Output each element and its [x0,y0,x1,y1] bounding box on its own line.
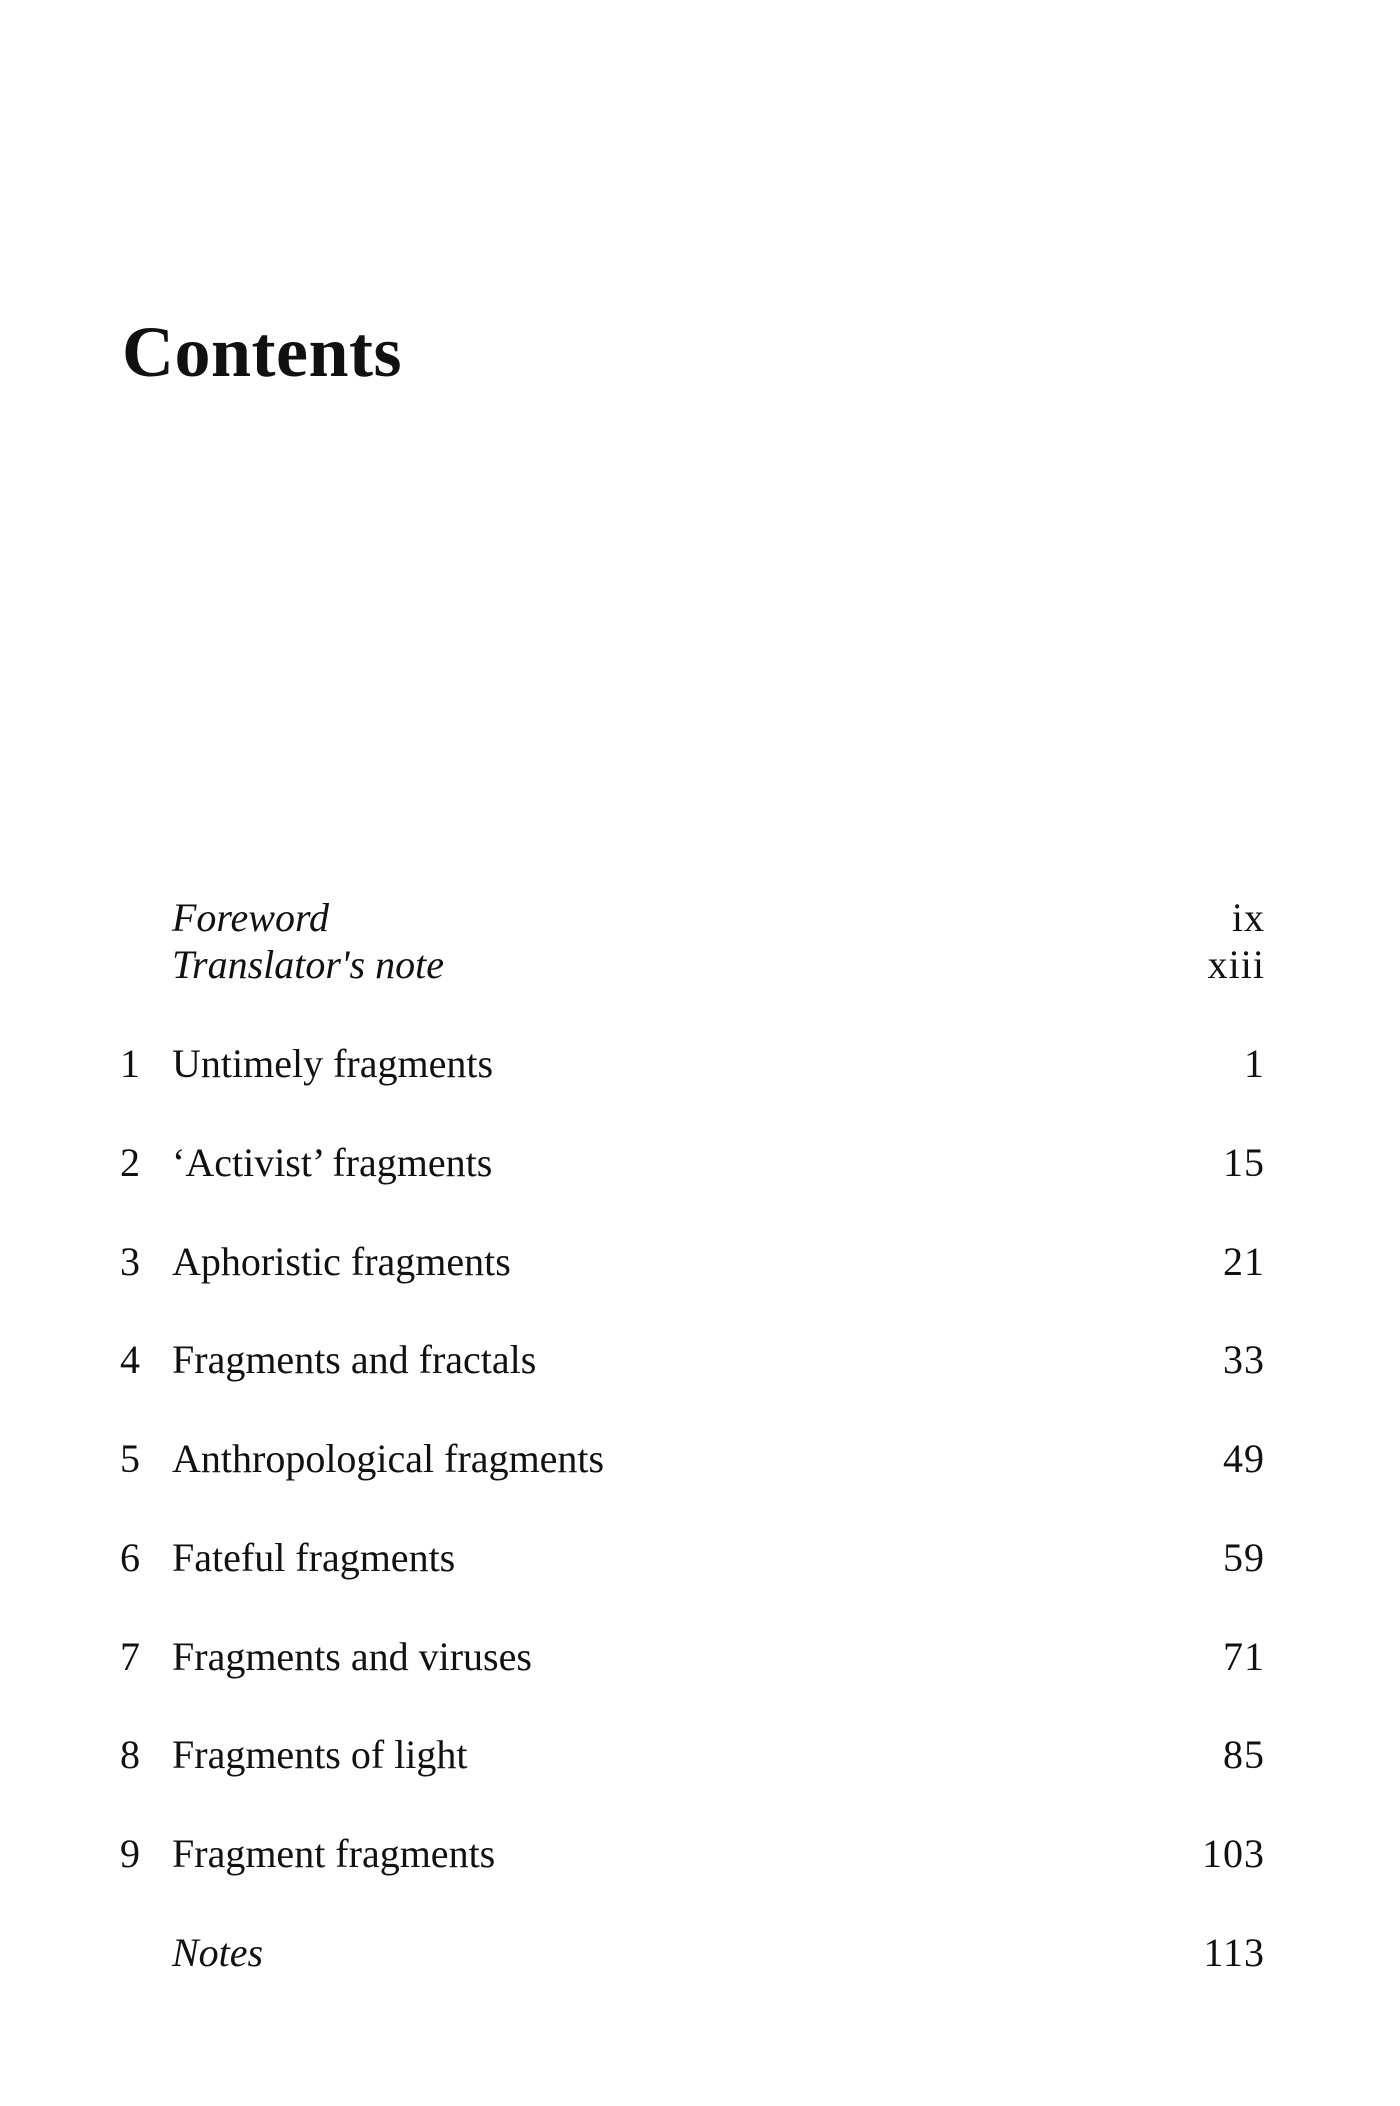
toc-entry-label: Notes [172,1930,264,1975]
toc-entry-page: 49 [1223,1436,1265,1481]
chapter-number: 4 [120,1337,140,1382]
chapter-title: Fragments and fractals [172,1337,537,1382]
toc-entry-page: 103 [1202,1831,1265,1876]
toc-entry-page: 1 [1244,1041,1265,1086]
toc-entry-chapter-2 [120,1133,1265,1193]
toc-entry-page: 59 [1223,1535,1265,1580]
chapter-title: Fateful fragments [172,1535,456,1580]
toc-entry-chapter-4 [120,1330,1265,1390]
chapter-title: Fragments and viruses [172,1634,532,1679]
toc-entry-page: 21 [1223,1239,1265,1284]
toc-entry-chapter-8 [120,1725,1265,1785]
chapter-title: Anthropological fragments [172,1436,605,1481]
toc-entry-chapter-7 [120,1627,1265,1687]
chapter-number: 5 [120,1436,140,1481]
toc-entry-page: 33 [1223,1337,1265,1382]
toc-entry-page: 113 [1203,1930,1265,1975]
chapter-title: ‘Activist’ fragments [172,1140,493,1185]
chapter-number: 3 [120,1239,140,1284]
toc-entry-page: 15 [1223,1140,1265,1185]
toc-entry-chapter-3 [120,1232,1265,1292]
toc-entry-chapter-6 [120,1528,1265,1588]
toc-entry-chapter-1 [120,1034,1265,1094]
toc-entry-page: 71 [1223,1634,1265,1679]
chapter-title: Aphoristic fragments [172,1239,511,1284]
toc-entry-translators-note [120,935,1265,995]
toc-entry-page: 85 [1223,1732,1265,1777]
toc-entry-page: xiii [1207,942,1265,987]
toc-entry-notes [120,1923,1265,1983]
toc-entry-chapter-9 [120,1824,1265,1884]
toc-entry-page: ix [1231,895,1265,940]
chapter-number: 8 [120,1732,140,1777]
chapter-number: 9 [120,1831,140,1876]
page-title: Contents [122,312,403,393]
chapter-number: 2 [120,1140,140,1185]
chapter-title: Fragments of light [172,1732,468,1777]
chapter-number: 1 [120,1041,140,1086]
chapter-title: Fragment fragments [172,1831,496,1876]
chapter-number: 7 [120,1634,140,1679]
chapter-number: 6 [120,1535,140,1580]
toc-entry-label: Foreword [172,895,330,940]
toc-entry-chapter-5 [120,1429,1265,1489]
chapter-title: Untimely fragments [172,1041,494,1086]
toc-entry-label: Translator's note [172,942,444,987]
